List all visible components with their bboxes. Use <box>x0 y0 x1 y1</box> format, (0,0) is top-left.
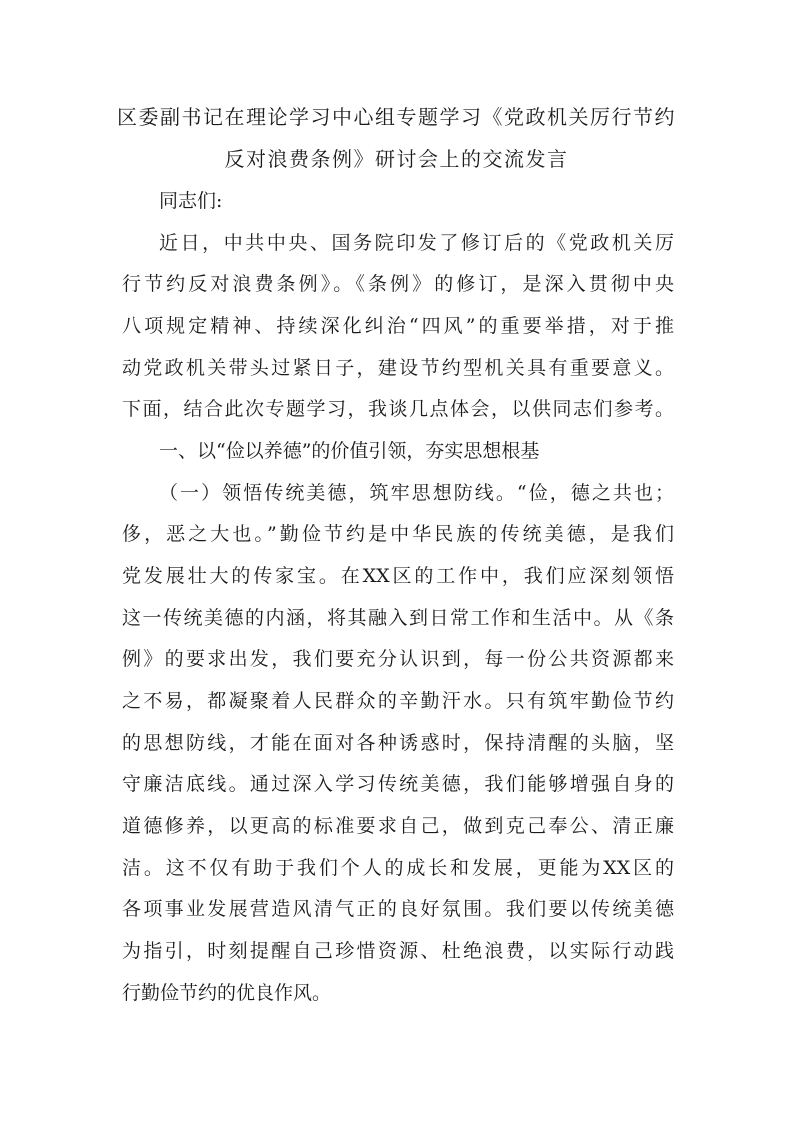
paragraph-1-line-4: 动党政机关带头过紧日子，建设节约型机关具有重要意义。 <box>122 357 674 379</box>
paragraph-2-line-12: 为指引，时刻提醒自己珍惜资源、杜绝浪费，以实际行动践 <box>122 940 674 962</box>
paragraph-1-line-3: 八项规定精神、持续深化纠治“四风”的重要举措，对于推 <box>122 315 674 337</box>
paragraph-2-line-13: 行勤俭节约的优良作风。 <box>122 982 332 1004</box>
paragraph-2-line-9: 道德修养，以更高的标准要求自己，做到克己奉公、清正廉 <box>122 815 674 837</box>
paragraph-2-line-11: 各项事业发展营造风清气正的良好氛围。我们要以传统美德 <box>122 898 674 920</box>
document-title-line-1: 区委副书记在理论学习中心组专题学习《党政机关厉行节约 <box>117 105 676 129</box>
section-heading-1: 一、以“俭以养德”的价值引领，夯实思想根基 <box>159 440 540 462</box>
salutation: 同志们: <box>159 190 223 212</box>
paragraph-2-line-7: 的思想防线，才能在面对各种诱惑时，保持清醒的头脑，坚 <box>122 732 674 754</box>
paragraph-1-line-1: 近日，中共中央、国务院印发了修订后的《党政机关厉 <box>159 232 674 254</box>
paragraph-2-line-2: 侈，恶之大也。”勤俭节约是中华民族的传统美德，是我们 <box>122 523 674 545</box>
paragraph-2-line-6: 之不易，都凝聚着人民群众的辛勤汗水。只有筑牢勤俭节约 <box>122 690 674 712</box>
paragraph-2-line-3: 党发展壮大的传家宝。在XX区的工作中，我们应深刻领悟 <box>122 565 674 587</box>
paragraph-2-line-5: 例》的要求出发，我们要充分认识到，每一份公共资源都来 <box>122 648 674 670</box>
paragraph-2-line-8: 守廉洁底线。通过深入学习传统美德，我们能够增强自身的 <box>122 773 674 795</box>
paragraph-2-line-10: 洁。这不仅有助于我们个人的成长和发展，更能为XX区的 <box>122 857 674 879</box>
paragraph-1-line-5: 下面，结合此次专题学习，我谈几点体会，以供同志们参考。 <box>122 398 674 420</box>
paragraph-1-line-2: 行节约反对浪费条例》。《条例》的修订，是深入贯彻中央 <box>122 273 674 295</box>
document-title-line-2: 反对浪费条例》研讨会上的交流发言 <box>224 147 569 171</box>
paragraph-2-line-4: 这一传统美德的内涵，将其融入到日常工作和生活中。从《条 <box>122 607 674 629</box>
paragraph-2-line-1: （一）领悟传统美德，筑牢思想防线。“俭，德之共也； <box>159 482 674 504</box>
